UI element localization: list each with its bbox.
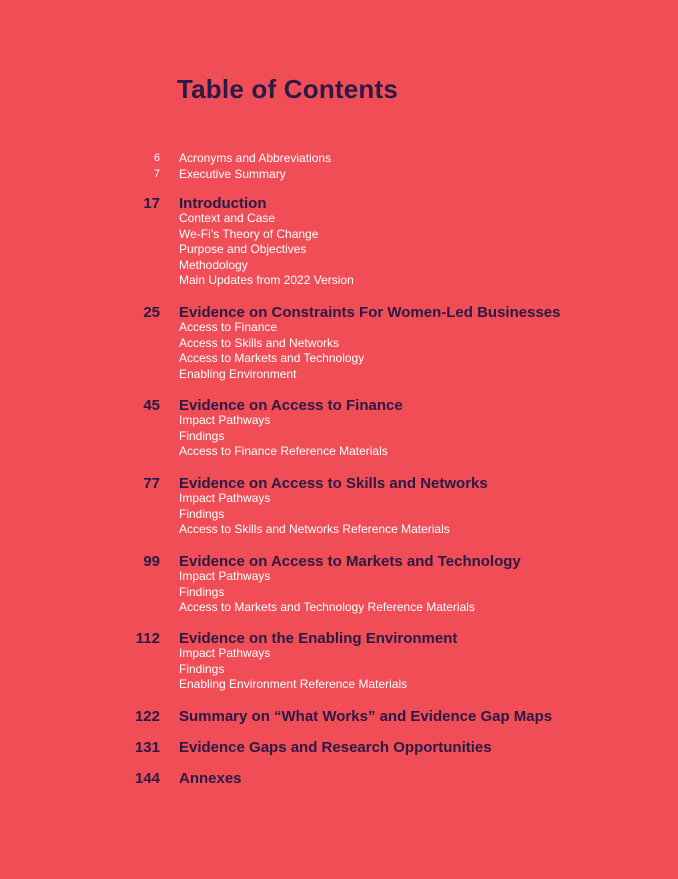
- toc-subsection-list: [179, 569, 475, 616]
- toc-section-page-number: 131: [134, 739, 160, 756]
- toc-subsection[interactable]: Methodology: [179, 257, 248, 272]
- toc-section-heading[interactable]: Evidence on Access to Skills and Networks: [179, 475, 488, 492]
- toc-section-heading[interactable]: Evidence on the Enabling Environment: [179, 630, 458, 647]
- toc-subsection[interactable]: Findings: [179, 506, 225, 521]
- toc-section-page-number: 25: [143, 304, 160, 321]
- toc-subsection[interactable]: Access to Markets and Technology: [179, 351, 365, 366]
- toc-subsection[interactable]: Context and Case: [179, 211, 276, 225]
- toc-subsection-list: [179, 413, 388, 460]
- toc-subsection[interactable]: Impact Pathways: [179, 413, 271, 427]
- toc-section-page-number: 17: [143, 195, 160, 212]
- toc-section-heading[interactable]: Evidence on Access to Markets and Technology: [179, 553, 521, 570]
- toc-entry-label[interactable]: Acronyms and Abbreviations: [179, 151, 332, 165]
- toc-subsection[interactable]: We-Fi’s Theory of Change: [179, 226, 319, 241]
- toc-section-page-number: 45: [143, 397, 160, 414]
- toc-subsection[interactable]: Access to Skills and Networks Reference Materials: [179, 522, 450, 537]
- toc-section-heading[interactable]: Introduction: [179, 195, 267, 212]
- toc-subsection-list: [179, 320, 364, 382]
- toc-section-page-number: 112: [135, 630, 160, 647]
- toc-section-page-number: 77: [143, 475, 160, 492]
- toc-subsection-list: [179, 646, 407, 693]
- page-title: Table of Contents: [177, 74, 399, 104]
- toc-section-heading[interactable]: Evidence on Constraints For Women-Led Businesses: [179, 304, 561, 321]
- toc-section-heading[interactable]: Annexes: [179, 770, 242, 787]
- toc-subsection[interactable]: Purpose and Objectives: [179, 242, 307, 257]
- toc-subsection[interactable]: Access to Skills and Networks: [179, 335, 340, 350]
- toc-section-page-number: 144: [134, 770, 160, 787]
- toc-subsection[interactable]: Impact Pathways: [179, 646, 271, 660]
- toc-subsection-list: [179, 491, 450, 538]
- toc-subsection[interactable]: Impact Pathways: [179, 491, 271, 505]
- toc-subsection[interactable]: Enabling Environment Reference Materials: [179, 677, 408, 692]
- toc-section-heading[interactable]: Evidence Gaps and Research Opportunities: [179, 739, 492, 756]
- toc-subsection[interactable]: Access to Finance: [179, 320, 278, 334]
- toc-page-number: 6: [153, 152, 160, 164]
- toc-entry-label[interactable]: Executive Summary: [179, 167, 286, 181]
- toc-subsection[interactable]: Access to Markets and Technology Reference Materials: [179, 600, 475, 615]
- toc-page-number: 7: [153, 168, 160, 180]
- toc-section-page-number: 122: [134, 708, 160, 725]
- toc-subsection[interactable]: Findings: [179, 428, 225, 443]
- toc-subsection-list: [179, 211, 354, 289]
- toc-section-heading[interactable]: Evidence on Access to Finance: [179, 397, 403, 414]
- toc-section-page-number: 99: [143, 553, 160, 570]
- toc-section-heading[interactable]: Summary on “What Works” and Evidence Gap Maps: [179, 708, 553, 725]
- toc-subsection[interactable]: Findings: [179, 661, 225, 676]
- toc-subsection[interactable]: Impact Pathways: [179, 569, 271, 583]
- toc-subsection[interactable]: Findings: [179, 584, 225, 599]
- toc-subsection[interactable]: Access to Finance Reference Materials: [179, 444, 388, 459]
- toc-subsection[interactable]: Main Updates from 2022 Version: [179, 273, 354, 288]
- toc-subsection[interactable]: Enabling Environment: [179, 366, 297, 381]
